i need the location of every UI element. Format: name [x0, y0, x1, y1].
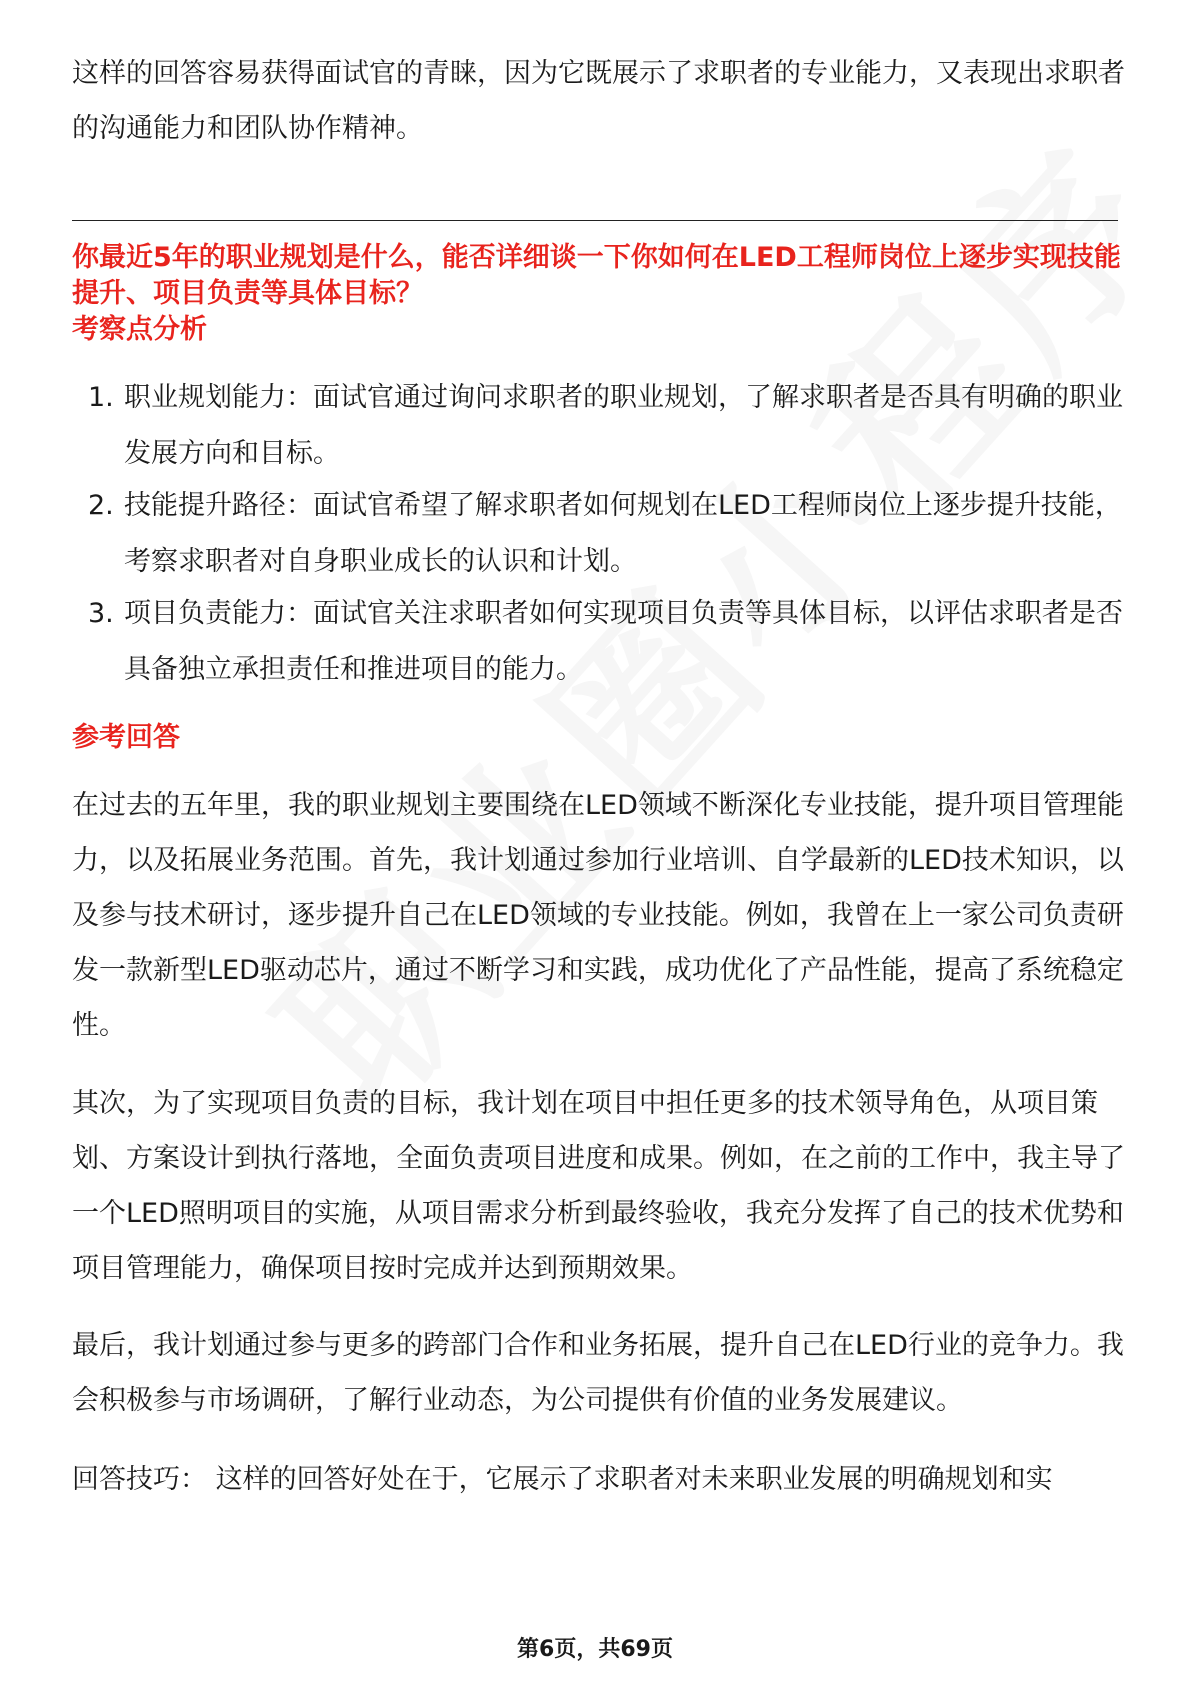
intro-paragraph: 这样的回答容易获得面试官的青睐，因为它既展示了求职者的专业能力，又表现出求职者的沟通能力和团队协作精神。	[72, 58, 1125, 144]
page-footer: 第6页，共69页	[517, 1637, 673, 1662]
analysis-item-text: 技能提升路径：面试官希望了解求职者如何规划在LED工程师岗位上逐步提升技能，考察求职者对自身职业成长的认识和计划。	[124, 490, 1122, 577]
analysis-item-number: 2.	[88, 490, 114, 521]
answer-paragraph: 最后，我计划通过参与更多的跨部门合作和业务拓展，提升自己在LED行业的竞争力。我会积极参与市场调研，了解行业动态，为公司提供有价值的业务发展建议。	[72, 1330, 1124, 1416]
tips-paragraph: 回答技巧： 这样的回答好处在于，它展示了求职者对未来职业发展的明确规划和实	[72, 1464, 1053, 1495]
analysis-item-text: 项目负责能力：面试官关注求职者如何实现项目负责等具体目标，以评估求职者是否具备独立承担责任和推进项目的能力。	[124, 598, 1123, 685]
section-divider	[72, 220, 1118, 221]
analysis-item-number: 3.	[88, 598, 114, 629]
answer-paragraph: 其次，为了实现项目负责的目标，我计划在项目中担任更多的技术领导角色，从项目策划、方案设计到执行落地，全面负责项目进度和成果。例如，在之前的工作中，我主导了一个LED照明项目的实施，从项目需求分析到最终验收，我充分发挥了自己的技术优势和项目管理能力，确保项目按时完成并达到预期效果。	[72, 1088, 1125, 1284]
analysis-item-text: 职业规划能力：面试官通过询问求职者的职业规划，了解求职者是否具有明确的职业发展方向和目标。	[124, 382, 1123, 469]
answer-paragraph: 在过去的五年里，我的职业规划主要围绕在LED领域不断深化专业技能，提升项目管理能力，以及拓展业务范围。首先，我计划通过参加行业培训、自学最新的LED技术知识，以及参与技术研讨，逐步提升自己在LED领域的专业技能。例如，我曾在上一家公司负责研发一款新型LED驱动芯片，通过不断学习和实践，成功优化了产品性能，提高了系统稳定性。	[72, 790, 1124, 1041]
question-heading: 你最近5年的职业规划是什么，能否详细谈一下你如何在LED工程师岗位上逐步实现技能提升、项目负责等具体目标？	[72, 242, 1121, 309]
analysis-heading: 考察点分析	[72, 314, 207, 345]
answer-heading: 参考回答	[72, 722, 180, 753]
analysis-item-number: 1.	[88, 382, 114, 413]
